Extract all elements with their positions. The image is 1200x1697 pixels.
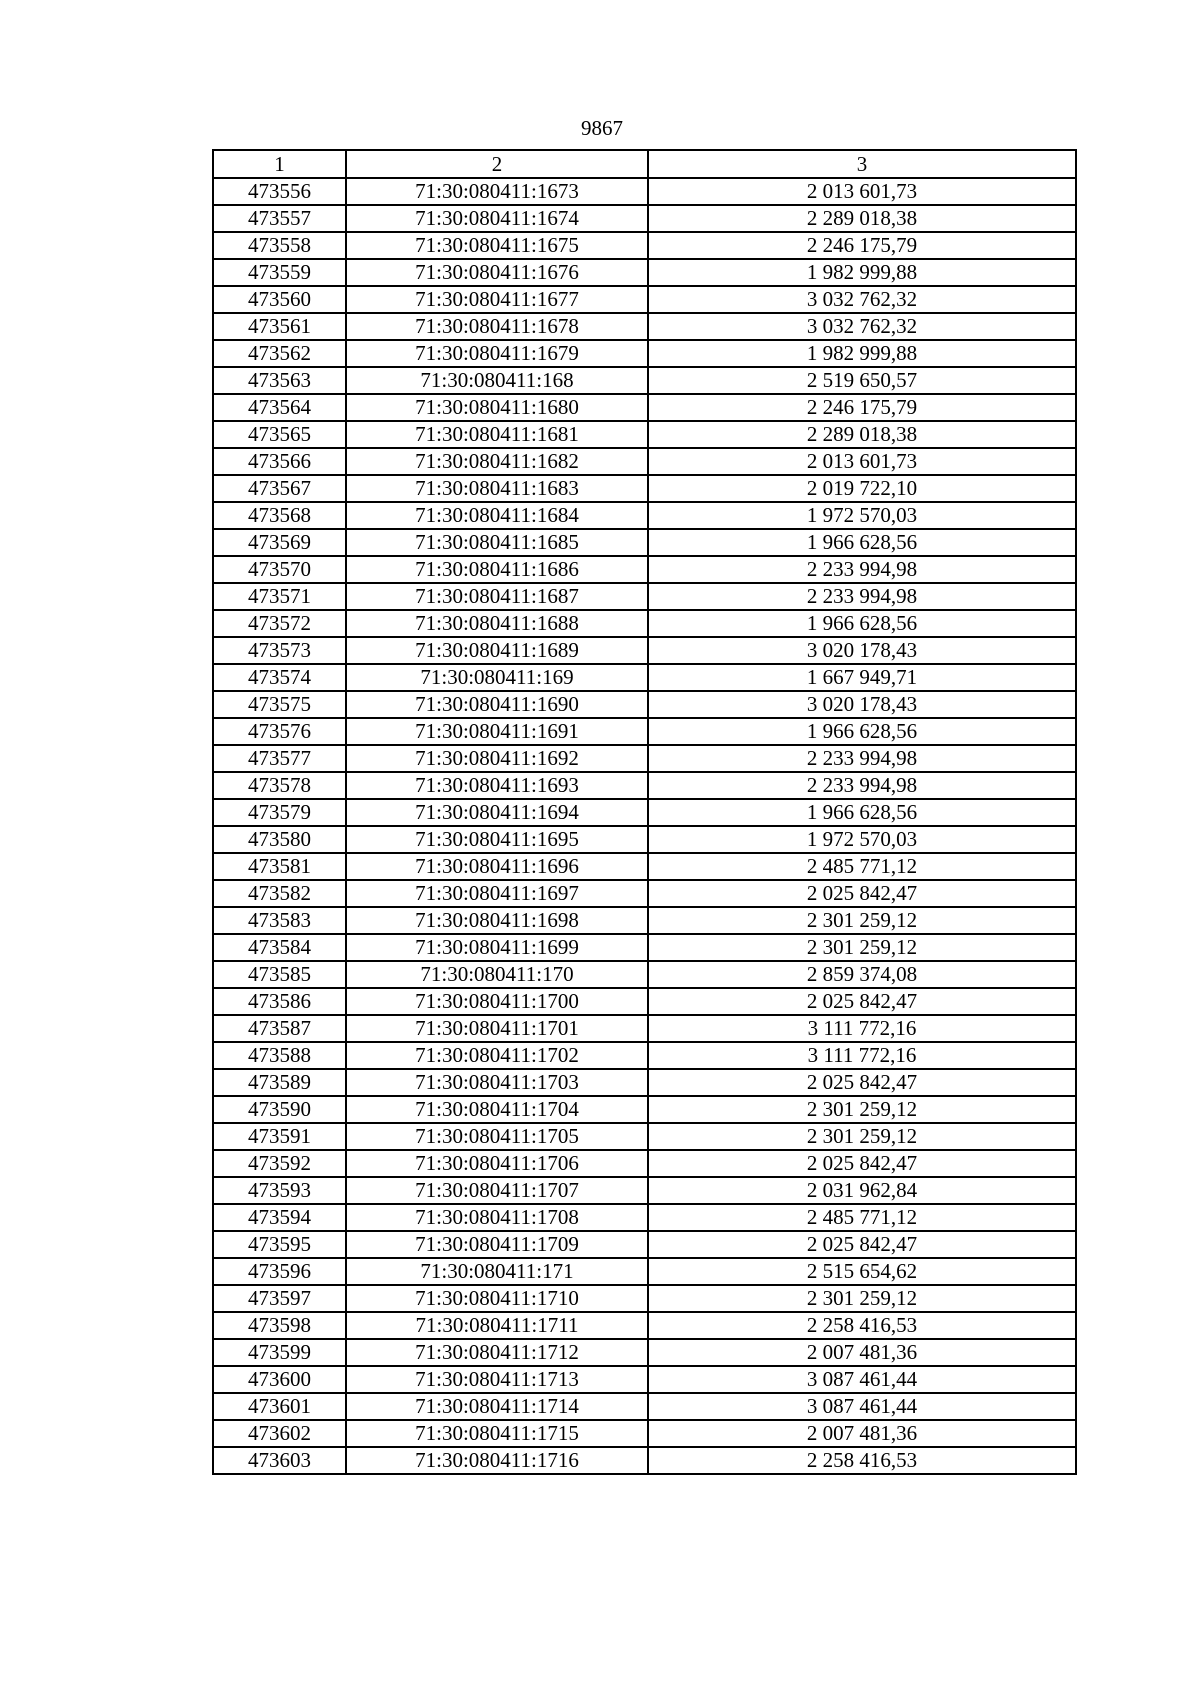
value-cell: 2 515 654,62 [648,1258,1076,1285]
cadastral-number-cell: 71:30:080411:1709 [346,1231,648,1258]
row-number-cell: 473600 [213,1366,346,1393]
table-row [213,394,1076,421]
value-cell: 2 301 259,12 [648,1096,1076,1123]
table-row [213,502,1076,529]
registry-table [212,149,1077,1475]
cadastral-number-cell: 71:30:080411:1688 [346,610,648,637]
table-row [213,745,1076,772]
table-row [213,286,1076,313]
row-number-cell: 473598 [213,1312,346,1339]
value-cell: 2 246 175,79 [648,232,1076,259]
value-cell: 3 087 461,44 [648,1366,1076,1393]
row-number-cell: 473566 [213,448,346,475]
cadastral-number-cell: 71:30:080411:1678 [346,313,648,340]
table-row [213,1366,1076,1393]
row-number-cell: 473557 [213,205,346,232]
cadastral-number-cell: 71:30:080411:1704 [346,1096,648,1123]
value-cell: 1 982 999,88 [648,340,1076,367]
table-row [213,907,1076,934]
table-row [213,475,1076,502]
table-row [213,340,1076,367]
row-number-cell: 473567 [213,475,346,502]
cadastral-number-cell: 71:30:080411:1706 [346,1150,648,1177]
row-number-cell: 473601 [213,1393,346,1420]
row-number-cell: 473603 [213,1447,346,1474]
value-cell: 1 966 628,56 [648,718,1076,745]
value-cell: 2 019 722,10 [648,475,1076,502]
value-cell: 1 966 628,56 [648,610,1076,637]
cadastral-number-cell: 71:30:080411:1685 [346,529,648,556]
row-number-cell: 473559 [213,259,346,286]
value-cell: 2 007 481,36 [648,1420,1076,1447]
cadastral-number-cell: 71:30:080411:1710 [346,1285,648,1312]
page-number-text: 9867 [581,116,623,140]
value-cell: 2 301 259,12 [648,934,1076,961]
table-row [213,610,1076,637]
value-cell: 2 025 842,47 [648,1150,1076,1177]
row-number-cell: 473585 [213,961,346,988]
cadastral-number-cell: 71:30:080411:1713 [346,1366,648,1393]
value-cell: 2 485 771,12 [648,853,1076,880]
value-cell: 1 972 570,03 [648,502,1076,529]
table-row [213,772,1076,799]
cadastral-number-cell: 71:30:080411:1716 [346,1447,648,1474]
table-row [213,421,1076,448]
cadastral-number-cell: 71:30:080411:1715 [346,1420,648,1447]
value-cell: 2 025 842,47 [648,1069,1076,1096]
row-number-cell: 473580 [213,826,346,853]
table-row [213,664,1076,691]
table-body [213,178,1076,1474]
cadastral-number-cell: 71:30:080411:1683 [346,475,648,502]
table-row [213,1204,1076,1231]
table-row [213,367,1076,394]
row-number-cell: 473563 [213,367,346,394]
cadastral-number-cell: 71:30:080411:1681 [346,421,648,448]
table-row [213,718,1076,745]
row-number-cell: 473574 [213,664,346,691]
row-number-cell: 473588 [213,1042,346,1069]
value-cell: 2 013 601,73 [648,448,1076,475]
row-number-cell: 473576 [213,718,346,745]
cadastral-number-cell: 71:30:080411:1686 [346,556,648,583]
table-row [213,313,1076,340]
column-header-2: 2 [346,150,648,178]
cadastral-number-cell: 71:30:080411:1697 [346,880,648,907]
column-header-1: 1 [213,150,346,178]
value-cell: 3 020 178,43 [648,691,1076,718]
cadastral-number-cell: 71:30:080411:1692 [346,745,648,772]
table-row [213,259,1076,286]
row-number-cell: 473593 [213,1177,346,1204]
value-cell: 2 025 842,47 [648,880,1076,907]
row-number-cell: 473591 [213,1123,346,1150]
value-cell: 2 301 259,12 [648,907,1076,934]
row-number-cell: 473568 [213,502,346,529]
column-header-3: 3 [648,150,1076,178]
table-row [213,961,1076,988]
table-row [213,1339,1076,1366]
cadastral-number-cell: 71:30:080411:1693 [346,772,648,799]
cadastral-number-cell: 71:30:080411:1707 [346,1177,648,1204]
cadastral-number-cell: 71:30:080411:1687 [346,583,648,610]
row-number-cell: 473594 [213,1204,346,1231]
row-number-cell: 473564 [213,394,346,421]
cadastral-number-cell: 71:30:080411:168 [346,367,648,394]
cadastral-number-cell: 71:30:080411:1708 [346,1204,648,1231]
row-number-cell: 473571 [213,583,346,610]
table-row [213,799,1076,826]
value-cell: 2 007 481,36 [648,1339,1076,1366]
value-cell: 2 859 374,08 [648,961,1076,988]
table-row [213,826,1076,853]
cadastral-number-cell: 71:30:080411:170 [346,961,648,988]
table-row [213,1015,1076,1042]
cadastral-number-cell: 71:30:080411:1699 [346,934,648,961]
cadastral-number-cell: 71:30:080411:1694 [346,799,648,826]
row-number-cell: 473599 [213,1339,346,1366]
cadastral-number-cell: 71:30:080411:1700 [346,988,648,1015]
row-number-cell: 473561 [213,313,346,340]
value-cell: 1 966 628,56 [648,799,1076,826]
row-number-cell: 473572 [213,610,346,637]
table-row [213,1150,1076,1177]
row-number-cell: 473573 [213,637,346,664]
value-cell: 2 485 771,12 [648,1204,1076,1231]
value-cell: 2 013 601,73 [648,178,1076,205]
cadastral-number-cell: 71:30:080411:1676 [346,259,648,286]
cadastral-number-cell: 71:30:080411:1679 [346,340,648,367]
cadastral-number-cell: 71:30:080411:1714 [346,1393,648,1420]
value-cell: 2 025 842,47 [648,988,1076,1015]
table-row [213,988,1076,1015]
value-cell: 3 087 461,44 [648,1393,1076,1420]
cadastral-number-cell: 71:30:080411:1680 [346,394,648,421]
cadastral-number-cell: 71:30:080411:1698 [346,907,648,934]
page-number [0,116,1200,140]
cadastral-number-cell: 71:30:080411:1702 [346,1042,648,1069]
table-row [213,1393,1076,1420]
table-row [213,1096,1076,1123]
cadastral-number-cell: 71:30:080411:1674 [346,205,648,232]
row-number-cell: 473562 [213,340,346,367]
table-row [213,178,1076,205]
value-cell: 3 020 178,43 [648,637,1076,664]
value-cell: 1 966 628,56 [648,529,1076,556]
table-row [213,691,1076,718]
value-cell: 2 258 416,53 [648,1447,1076,1474]
value-cell: 2 301 259,12 [648,1123,1076,1150]
table-row [213,205,1076,232]
cadastral-number-cell: 71:30:080411:1689 [346,637,648,664]
value-cell: 2 289 018,38 [648,421,1076,448]
cadastral-number-cell: 71:30:080411:1711 [346,1312,648,1339]
table-row [213,529,1076,556]
row-number-cell: 473582 [213,880,346,907]
row-number-cell: 473569 [213,529,346,556]
row-number-cell: 473581 [213,853,346,880]
row-number-cell: 473575 [213,691,346,718]
row-number-cell: 473596 [213,1258,346,1285]
value-cell: 3 032 762,32 [648,286,1076,313]
row-number-cell: 473587 [213,1015,346,1042]
row-number-cell: 473602 [213,1420,346,1447]
table-row [213,1069,1076,1096]
row-number-cell: 473584 [213,934,346,961]
row-number-cell: 473570 [213,556,346,583]
row-number-cell: 473577 [213,745,346,772]
table-row [213,1285,1076,1312]
table-row [213,1312,1076,1339]
row-number-cell: 473560 [213,286,346,313]
table-row [213,1177,1076,1204]
value-cell: 2 031 962,84 [648,1177,1076,1204]
table-row [213,232,1076,259]
table-header [213,150,1076,178]
value-cell: 3 111 772,16 [648,1015,1076,1042]
header-row [213,150,1076,178]
table-row [213,1258,1076,1285]
cadastral-number-cell: 71:30:080411:1703 [346,1069,648,1096]
row-number-cell: 473592 [213,1150,346,1177]
cadastral-number-cell: 71:30:080411:171 [346,1258,648,1285]
cadastral-number-cell: 71:30:080411:1695 [346,826,648,853]
row-number-cell: 473597 [213,1285,346,1312]
value-cell: 2 258 416,53 [648,1312,1076,1339]
table-row [213,1420,1076,1447]
value-cell: 2 025 842,47 [648,1231,1076,1258]
cadastral-number-cell: 71:30:080411:1682 [346,448,648,475]
value-cell: 1 972 570,03 [648,826,1076,853]
table-row [213,934,1076,961]
row-number-cell: 473565 [213,421,346,448]
value-cell: 2 246 175,79 [648,394,1076,421]
table-row [213,637,1076,664]
value-cell: 3 111 772,16 [648,1042,1076,1069]
table-row [213,1042,1076,1069]
value-cell: 2 233 994,98 [648,583,1076,610]
value-cell: 2 301 259,12 [648,1285,1076,1312]
value-cell: 2 233 994,98 [648,556,1076,583]
table-row [213,853,1076,880]
table-row [213,1447,1076,1474]
value-cell: 2 233 994,98 [648,745,1076,772]
value-cell: 1 667 949,71 [648,664,1076,691]
table-row [213,583,1076,610]
value-cell: 1 982 999,88 [648,259,1076,286]
cadastral-number-cell: 71:30:080411:1712 [346,1339,648,1366]
value-cell: 2 233 994,98 [648,772,1076,799]
value-cell: 2 519 650,57 [648,367,1076,394]
row-number-cell: 473578 [213,772,346,799]
row-number-cell: 473589 [213,1069,346,1096]
cadastral-number-cell: 71:30:080411:1696 [346,853,648,880]
cadastral-number-cell: 71:30:080411:1701 [346,1015,648,1042]
cadastral-number-cell: 71:30:080411:169 [346,664,648,691]
row-number-cell: 473583 [213,907,346,934]
table-row [213,1123,1076,1150]
table-row [213,556,1076,583]
row-number-cell: 473579 [213,799,346,826]
row-number-cell: 473556 [213,178,346,205]
cadastral-number-cell: 71:30:080411:1673 [346,178,648,205]
value-cell: 2 289 018,38 [648,205,1076,232]
cadastral-number-cell: 71:30:080411:1684 [346,502,648,529]
row-number-cell: 473586 [213,988,346,1015]
value-cell: 3 032 762,32 [648,313,1076,340]
row-number-cell: 473590 [213,1096,346,1123]
table-row [213,880,1076,907]
table-row [213,1231,1076,1258]
row-number-cell: 473558 [213,232,346,259]
cadastral-number-cell: 71:30:080411:1705 [346,1123,648,1150]
row-number-cell: 473595 [213,1231,346,1258]
cadastral-number-cell: 71:30:080411:1675 [346,232,648,259]
table-row [213,448,1076,475]
cadastral-number-cell: 71:30:080411:1690 [346,691,648,718]
cadastral-number-cell: 71:30:080411:1691 [346,718,648,745]
cadastral-number-cell: 71:30:080411:1677 [346,286,648,313]
